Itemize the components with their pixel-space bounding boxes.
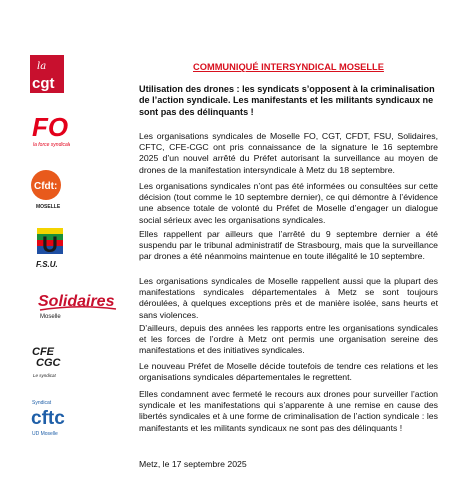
cgt-script: la: [37, 61, 47, 72]
fo-logo: [30, 110, 70, 150]
union-logos-column: [0, 0, 115, 500]
paragraph-2: Les organisations syndicales n’ont pas été informées ou consultées sur cette décision (tout comme le 10 septembre dernier), ce qui démontre à l’évidence une absence totale de volonté du Préfet de Moselle d’engager un dialogue social sérieux avec les organisations syndicales.: [139, 181, 438, 225]
paragraph-3: Elles rappellent par ailleurs que l’arrêté du 9 septembre dernier a été suspendu par le tribunal administratif de Strasbourg, mais que la surveillance par drones a été néanmoins maintenue en toute illégalité le 10 septembre.: [139, 229, 438, 262]
solidaires-text: Solidaires: [38, 293, 115, 310]
cgt-logo: [30, 55, 64, 93]
paragraph-5: D’ailleurs, depuis des années les rapports entre les organisations syndicales et les forces de l’ordre à Metz ont permis une organisation sereine des manifestations et des initiatives syndicales.: [139, 323, 438, 356]
cftc-sub: UD Moselle: [32, 431, 58, 437]
cftc-top: Syndicat: [32, 400, 52, 406]
cgt-text: cgt: [32, 75, 55, 92]
cgc-text: CGC: [36, 357, 61, 369]
paragraph-1: Les organisations syndicales de Moselle FO, CGT, CFDT, FSU, Solidaires, CFTC, CFE-CGC ont pris connaissance de la signature le 16 septembre 2025 d’un nouvel arrêté du Préfet autorisant la surveillance au moyen de drones de la manifestation intersyndicale à Metz du 18 septembre.: [139, 131, 438, 175]
cfe-cgc-logo: [30, 344, 66, 380]
cfdt-sub: MOSELLE: [36, 204, 61, 210]
cftc-text: cftc: [31, 408, 65, 429]
signoff-date: Metz, le 17 septembre 2025: [139, 459, 247, 469]
cfdt-logo: [30, 170, 66, 210]
cfe-text: CFE: [32, 346, 54, 358]
cfe-cgc-tagline: Le syndicat: [33, 373, 56, 378]
fsu-mark: U: [42, 232, 58, 257]
cfdt-text: Cfdt:: [34, 181, 58, 192]
fo-tagline: la force syndicale: [33, 142, 70, 148]
fsu-logo: [33, 228, 69, 272]
document-header: COMMUNIQUÉ INTERSYNDICAL MOSELLE: [193, 62, 384, 72]
fsu-sub: F.S.U.: [36, 260, 58, 269]
paragraph-4: Les organisations syndicales de Moselle rappellent aussi que la plupart des manifestations syndicales départementales à Metz se sont toujours déroulées, à quelques exceptions près et de manière isolée, sans heurts et sans violences.: [139, 276, 438, 320]
solidaires-sub: Moselle: [40, 314, 61, 320]
paragraph-6: Le nouveau Préfet de Moselle décide toutefois de tendre ces relations et les organisations syndicales départementales le regrettent.: [139, 361, 438, 383]
fo-text: FO: [32, 112, 69, 142]
paragraph-7: Elles condamnent avec fermeté le recours aux drones pour surveiller l’action syndicale et les manifestations qui s’apparente à une remise en cause des libertés syndicales et à une forme de criminalisation de l’action syndicale : les manifestants et les militants syndicaux ne sont pas des délinquants !: [139, 389, 438, 433]
cftc-logo: [30, 396, 74, 438]
solidaires-logo: [38, 288, 118, 320]
document-title: Utilisation des drones : les syndicats s’opposent à la criminalisation de l’action syndicale. Les manifestants et les militants syndicaux ne sont pas des délinquants !: [139, 84, 435, 117]
